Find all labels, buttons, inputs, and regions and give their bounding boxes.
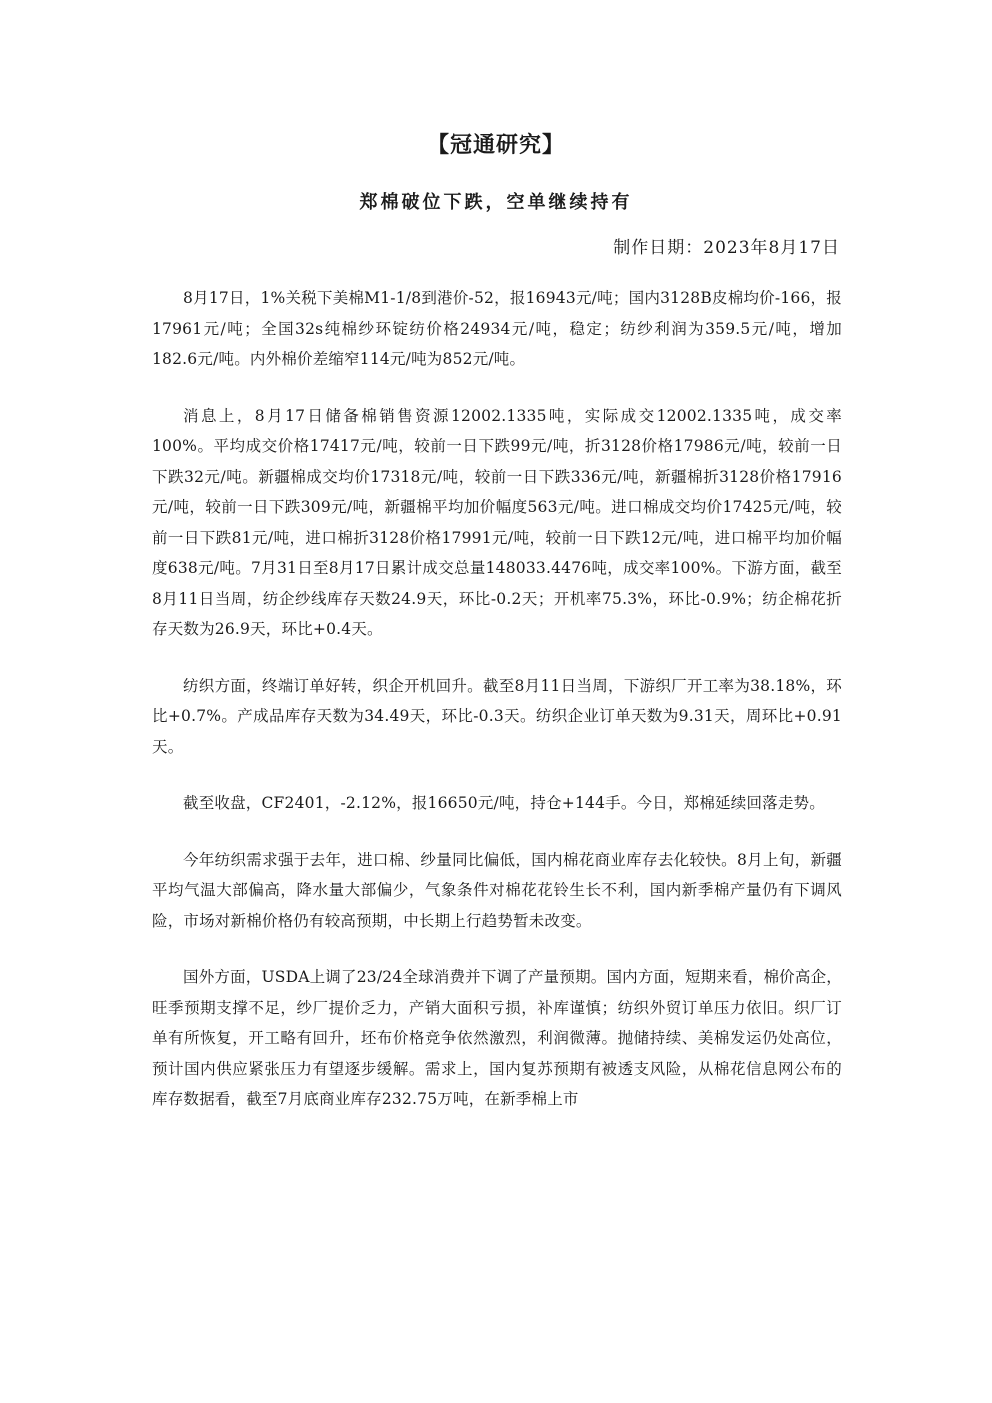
paragraph-market-view: 国外方面，USDA上调了23/24全球消费并下调了产量预期。国内方面，短期来看，棉价高企，旺季预期支撑不足，纱厂提价乏力，产销大面积亏损，补库谨慎；纺织外贸订单压力依旧。织厂订单有所恢复，开工略有回升，坯布价格竞争依然激烈，利润微薄。抛储持续、美棉发运仍处高位，预计国内供应紧张压力有望逐步缓解。需求上，国内复苏预期有被透支风险，从棉花信息网公布的库存数据看，截至7月底商业库存232.75万吨，在新季棉上市	[152, 968, 842, 1108]
paragraph-reserve-sales: 消息上，8月17日储备棉销售资源12002.1335吨，实际成交12002.1335吨，成交率100%。平均成交价格17417元/吨，较前一日下跌99元/吨，折3128价格17986元/吨，较前一日下跌32元/吨。新疆棉成交均价17318元/吨，较前一日下跌336元/吨，新疆棉折3128价格17916元/吨，较前一日下跌309元/吨，新疆棉平均加价幅度563元/吨。进口棉成交均价17425元/吨，较前一日下跌81元/吨，进口棉折3128价格17991元/吨，较前一日下跌12元/吨，进口棉平均加价幅度638元/吨。7月31日至8月17日累计成交总量148033.4476吨，成交率100%。下游方面，截至8月11日当周，纺企纱线库存天数24.9天，环比-0.2天；开机率75.3%，环比-0.9%；纺企棉花折存天数为26.9天，环比+0.4天。	[152, 406, 842, 638]
date-line: 制作日期：2023年8月17日	[613, 238, 840, 258]
paragraph-price-summary: 8月17日，1%关税下美棉M1-1/8到港价-52，报16943元/吨；国内3128B皮棉均价-166，报17961元/吨；全国32s纯棉纱环锭纺价格24934元/吨，稳定；纺纱利润为359.5元/吨，增加182.6元/吨。内外棉价差缩窄114元/吨为852元/吨。	[152, 289, 842, 368]
headline: 郑棉破位下跌，空单继续持有	[359, 192, 633, 213]
paragraph-textile: 纺织方面，终端订单好转，织企开机回升。截至8月11日当周，下游织厂开工率为38.18%，环比+0.7%。产成品库存天数为34.49天，环比-0.3天。纺织企业订单天数为9.31天，周环比+0.91天。	[152, 676, 842, 756]
org-title: 【冠通研究】	[426, 132, 565, 158]
body-text	[152, 283, 842, 1141]
paragraph-demand-outlook: 今年纺织需求强于去年，进口棉、纱量同比偏低，国内棉花商业库存去化较快。8月上旬，新疆平均气温大部偏高，降水量大部偏少，气象条件对棉花花铃生长不利，国内新季棉产量仍有下调风险，市场对新棉价格仍有较高预期，中长期上行趋势暂未改变。	[152, 850, 842, 930]
paragraph-close: 截至收盘，CF2401，-2.12%，报16650元/吨，持仓+144手。今日，郑棉延续回落走势。	[183, 794, 825, 812]
